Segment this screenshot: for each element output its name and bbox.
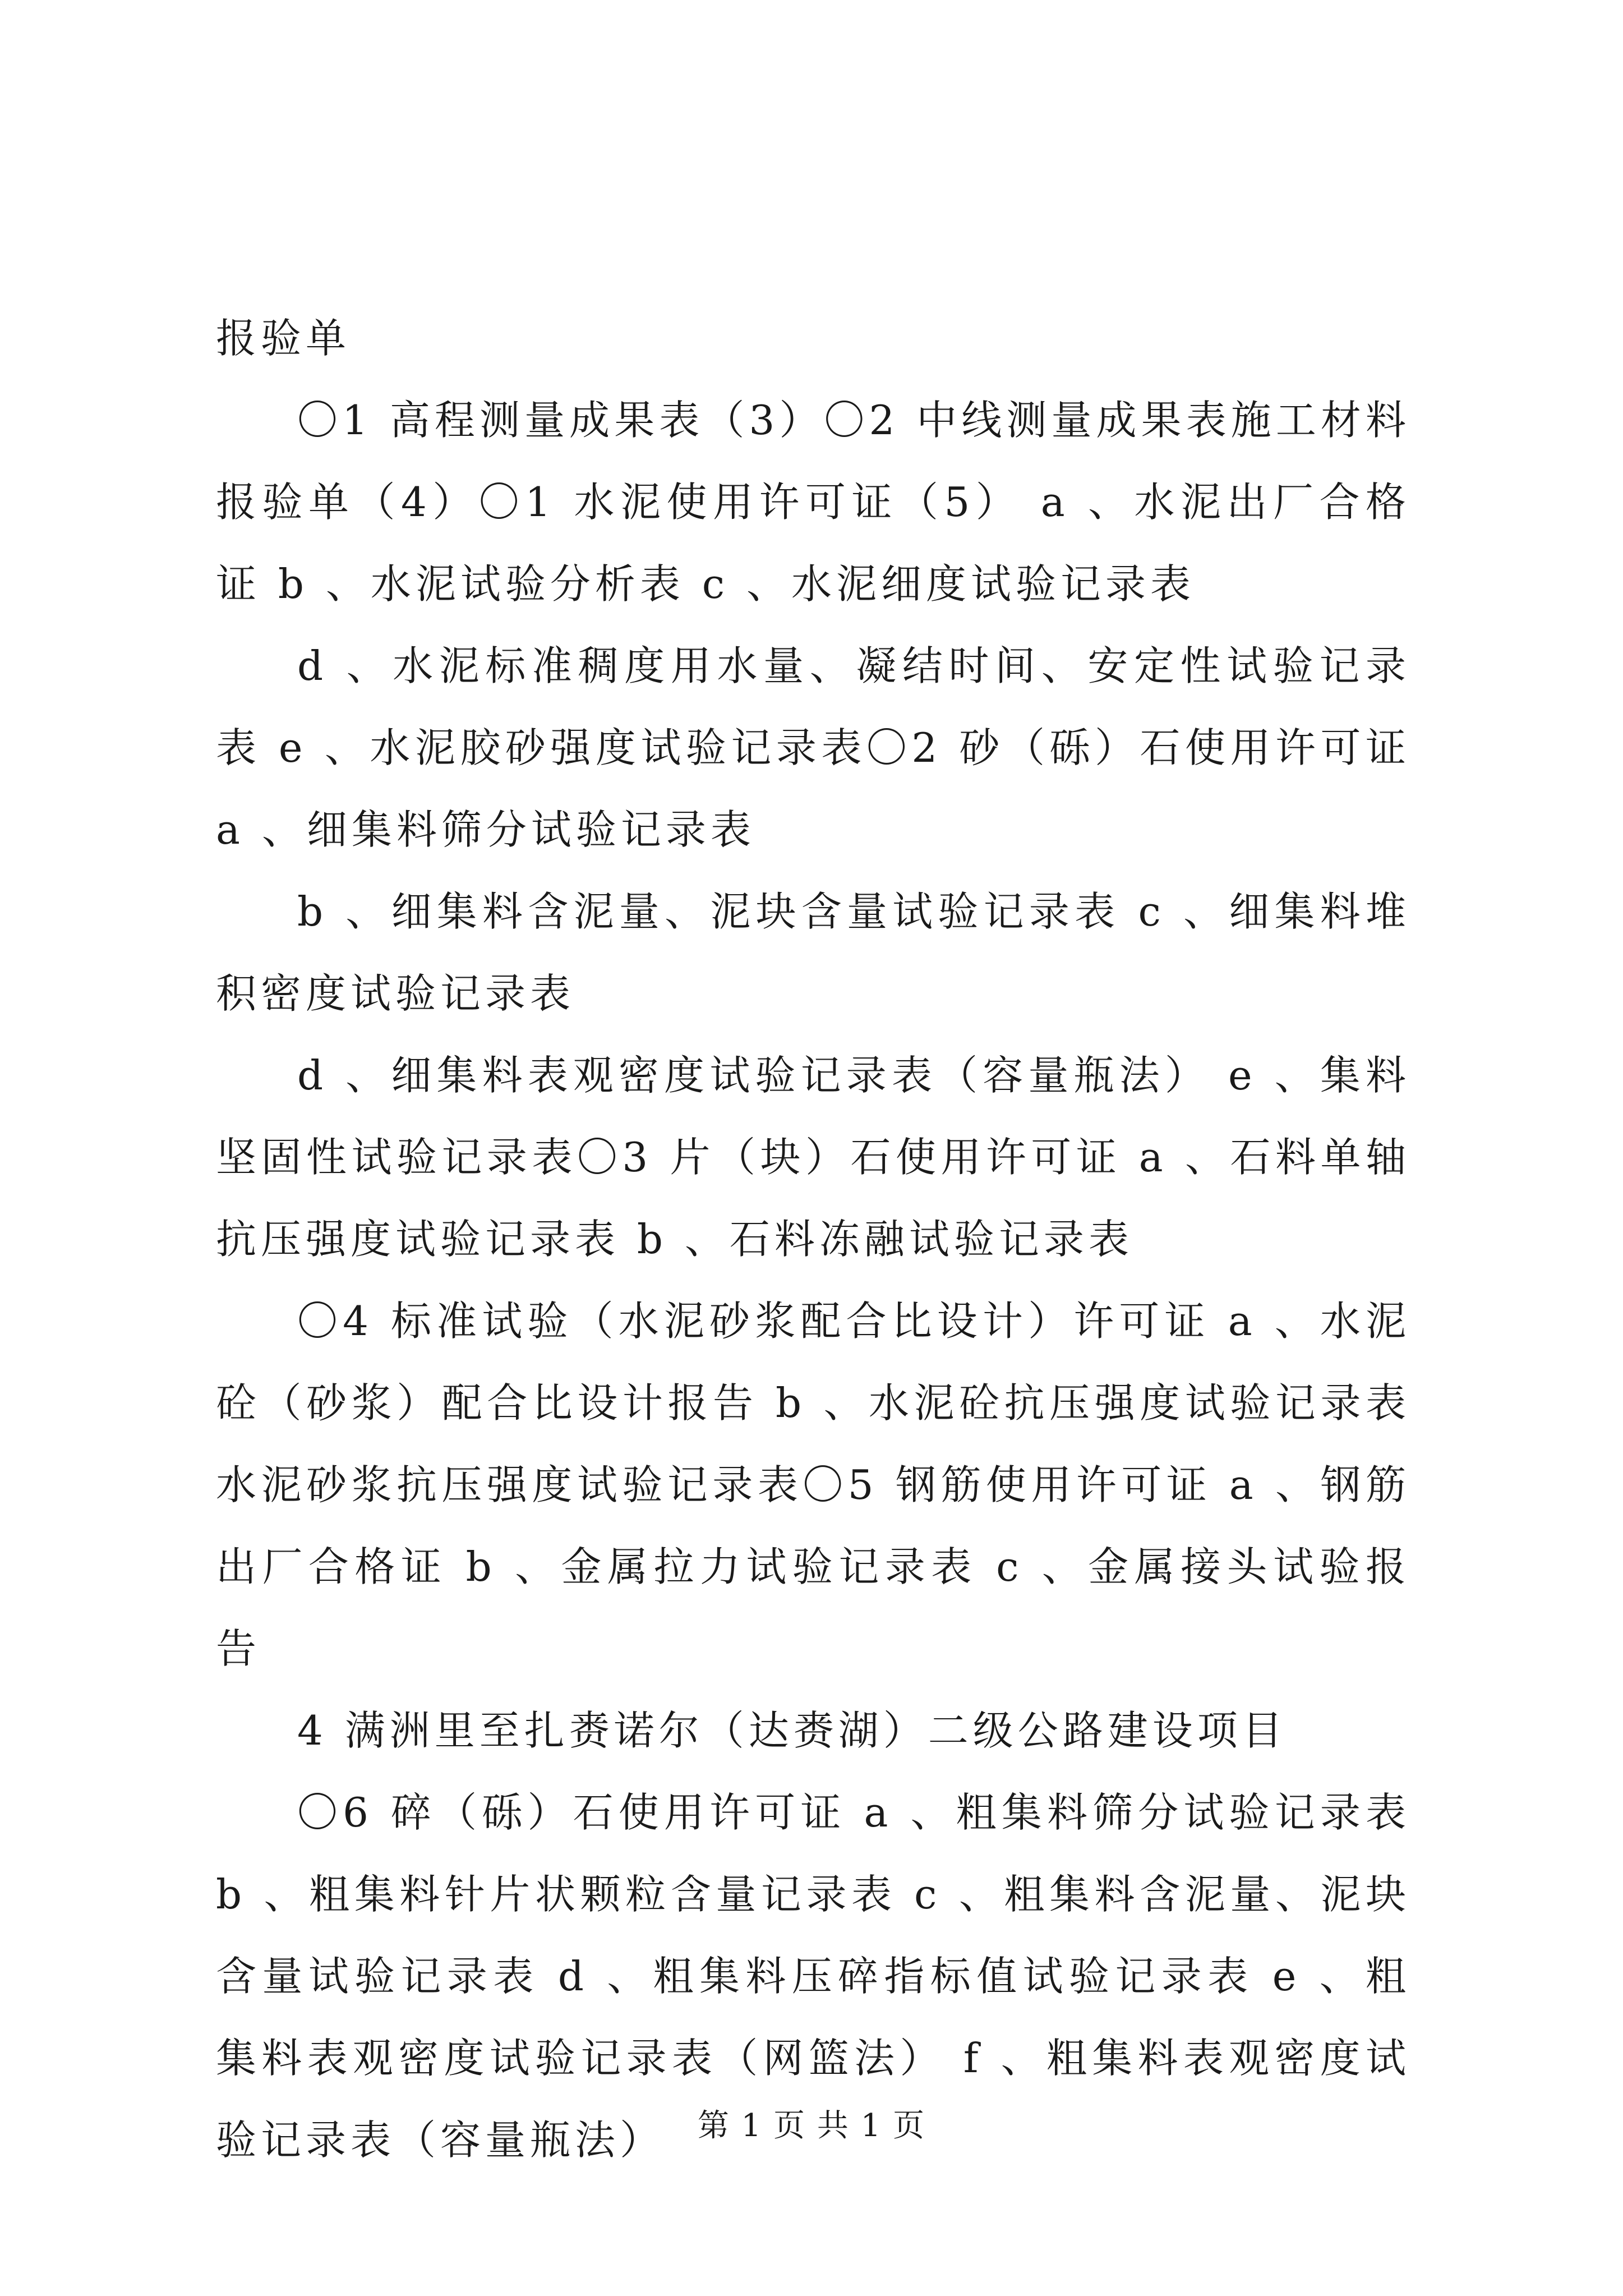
paragraph: b 、细集料含泥量、泥块含量试验记录表 c 、细集料堆积密度试验记录表 (216, 888, 1410, 1017)
paragraph: d 、水泥标准稠度用水量、凝结时间、安定性试验记录表 e 、水泥胶砂强度试验记录表〇2 砂（砾）石使用许可证 a 、细集料筛分试验记录表 (216, 642, 1410, 853)
paragraph-heading: 报验单 (216, 315, 351, 362)
paragraph: d 、细集料表观密度试验记录表（容量瓶法） e 、集料坚固性试验记录表〇3 片（块）石使用许可证 a 、石料单轴抗压强度试验记录表 b 、石料冻融试验记录表 (216, 1052, 1410, 1263)
paragraph: 〇4 标准试验（水泥砂浆配合比设计）许可证 a 、水泥砼（砂浆）配合比设计报告 b 、水泥砼抗压强度试验记录表水泥砂浆抗压强度试验记录表〇5 钢筋使用许可证 a 、钢筋出厂合格证 b 、金属拉力试验记录表 c 、金属接头试验报告 (216, 1297, 1410, 1672)
paragraph: 〇1 高程测量成果表（3）〇2 中线测量成果表施工材料报验单（4）〇1 水泥使用许可证（5） a 、水泥出厂合格证 b 、水泥试验分析表 c 、水泥细度试验记录表 (216, 397, 1410, 608)
document-body (216, 297, 1410, 2181)
paragraph-project-title: 4 满洲里至扎赉诺尔（达赉湖）二级公路建设项目 (297, 1707, 1287, 1754)
paragraph: 〇6 碎（砾）石使用许可证 a 、粗集料筛分试验记录表 b 、粗集料针片状颗粒含量记录表 c 、粗集料含泥量、泥块含量试验记录表 d 、粗集料压碎指标值试验记录表 e 、粗集料表观密度试验记录表（网篮法） f 、粗集料表观密度试验记录表（容量瓶法） (216, 1789, 1410, 2164)
page-footer: 第 1 页 共 1 页 (697, 2108, 926, 2144)
